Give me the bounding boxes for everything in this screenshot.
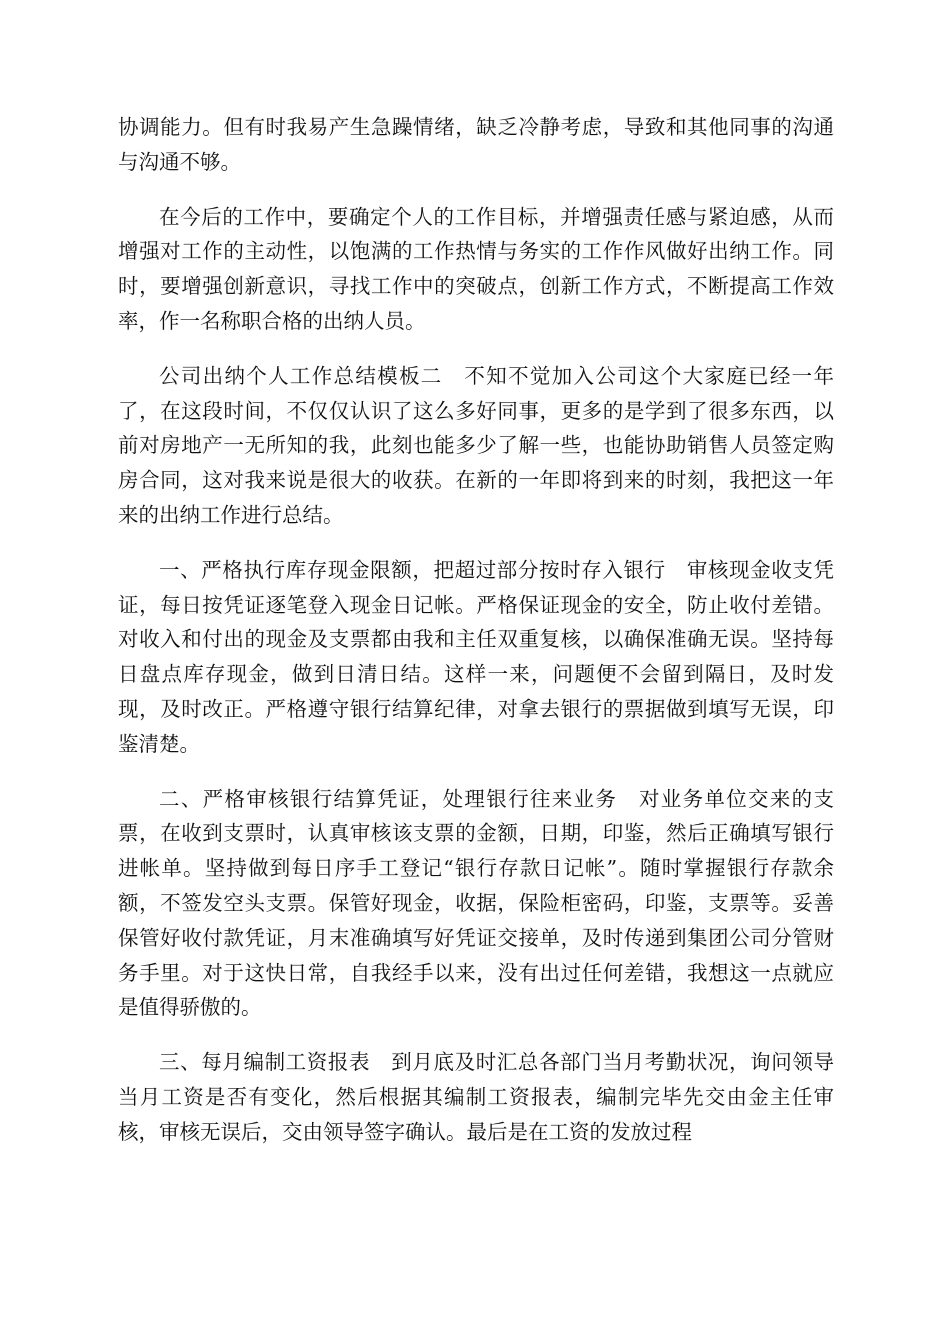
paragraph-2: 在今后的工作中，要确定个人的工作目标，并增强责任感与紧迫感，从而增强对工作的主动性，以饱满的工作热情与务实的工作作风做好出纳工作。同时，要增强创新意识，寻找工作中的突破点，创新工作方式，不断提高工作效率，作一名称职合格的出纳人员。	[118, 204, 834, 333]
paragraph-3: 公司出纳个人工作总结模板二 不知不觉加入公司这个大家庭已经一年了，在这段时间，不仅仅认识了这么多好同事，更多的是学到了很多东西，以前对房地产一无所知的我，此刻也能多少了解一些，也能协助销售人员签定购房合同，这对我来说是很大的收获。在新的一年即将到来的时刻，我把这一年来的出纳工作进行总结。	[118, 363, 834, 527]
paragraph-4: 一、严格执行库存现金限额，把超过部分按时存入银行 审核现金收支凭证，每日按凭证逐笔登入现金日记帐。严格保证现金的安全，防止收付差错。对收入和付出的现金及支票都由我和主任双重复核，以确保准确无误。坚持每日盘点库存现金，做到日清日结。这样一来，问题便不会留到隔日，及时发现，及时改正。严格遵守银行结算纪律，对拿去银行的票据做到填写无误，印鉴清楚。	[118, 557, 834, 756]
paragraph-6: 三、每月编制工资报表 到月底及时汇总各部门当月考勤状况，询问领导当月工资是否有变化，然后根据其编制工资报表，编制完毕先交由金主任审核，审核无误后，交由领导签字确认。最后是在工资的发放过程	[118, 1050, 834, 1144]
document-page	[118, 110, 834, 1170]
paragraph-5: 二、严格审核银行结算凭证，处理银行往来业务 对业务单位交来的支票，在收到支票时，认真审核该支票的金额，日期，印鉴，然后正确填写银行进帐单。坚持做到每日序手工登记“银行存款日记帐”。随时掌握银行存款余额，不签发空头支票。保管好现金，收据，保险柜密码，印鉴，支票等。妥善保管好收付款凭证，月末准确填写好凭证交接单，及时传递到集团公司分管财务手里。对于这快日常，自我经手以来，没有出过任何差错，我想这一点就应是值得骄傲的。	[118, 786, 834, 1020]
paragraph-1: 协调能力。但有时我易产生急躁情绪，缺乏冷静考虑，导致和其他同事的沟通与沟通不够。	[118, 115, 834, 174]
